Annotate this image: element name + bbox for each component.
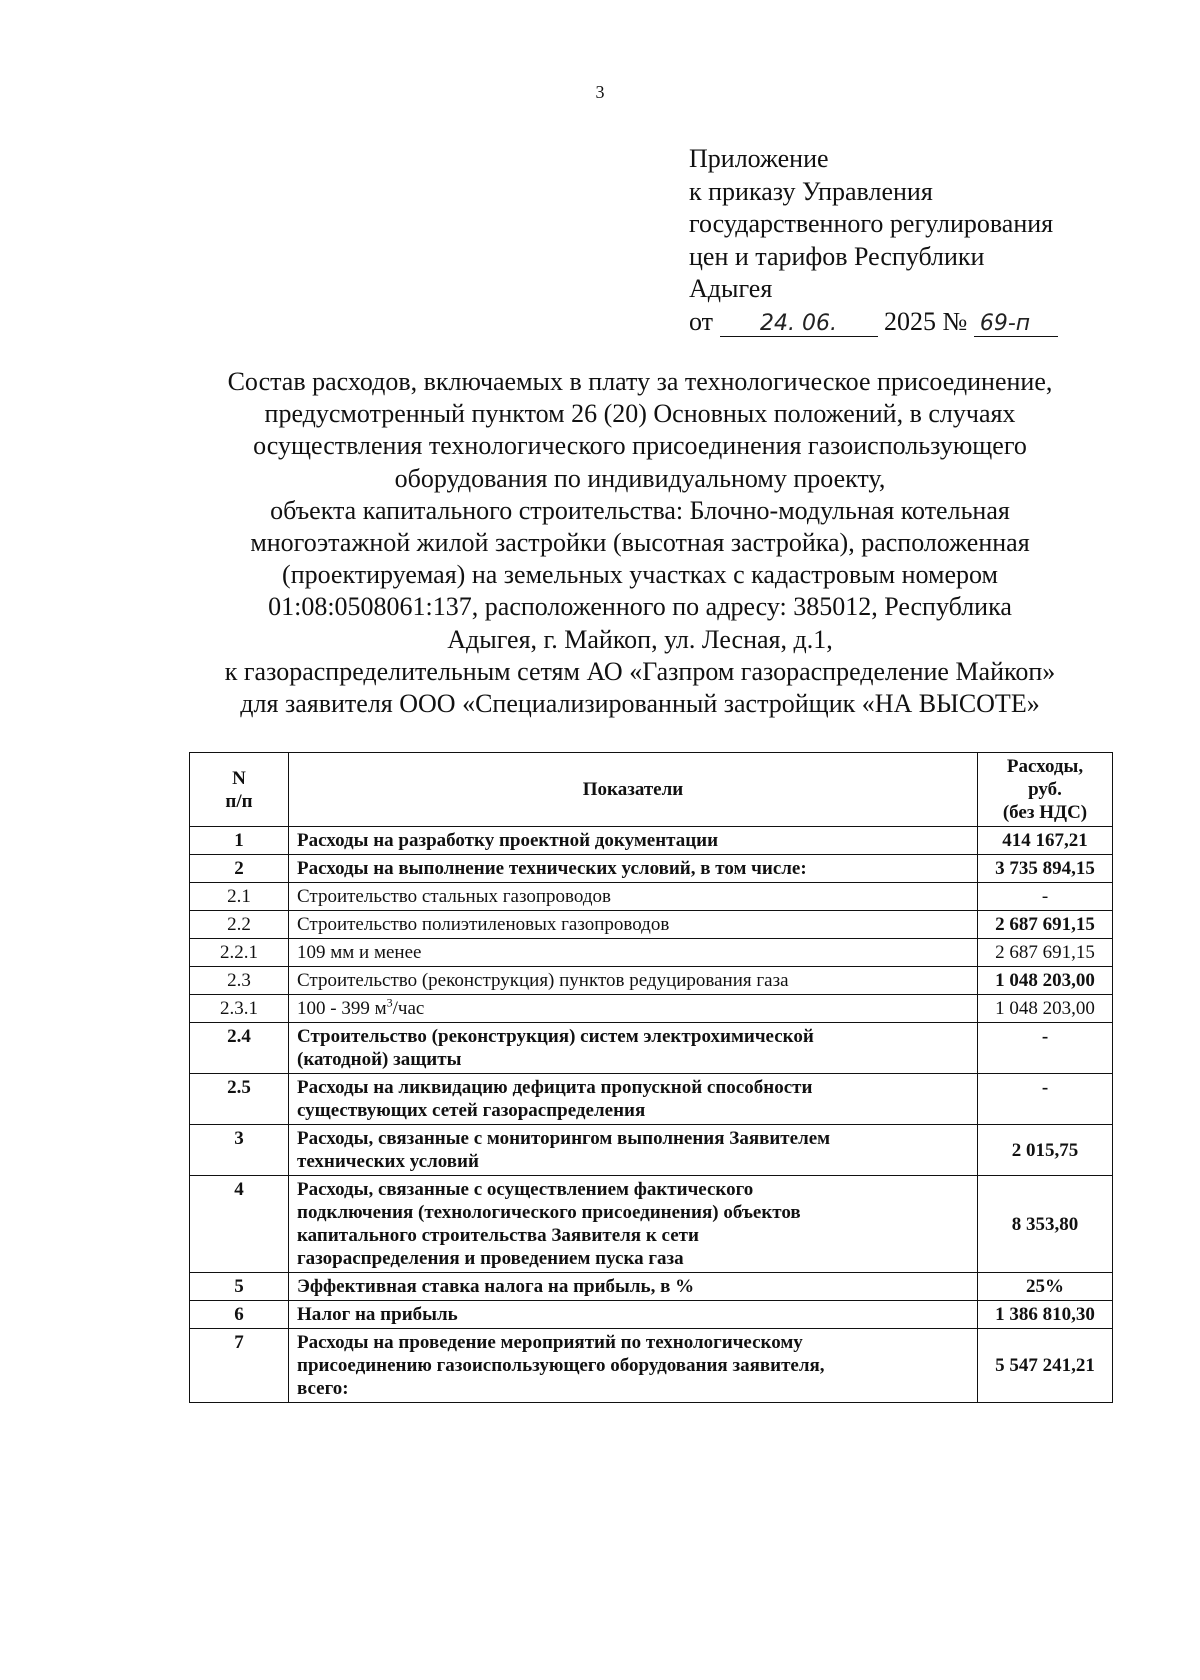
page-number: 3 <box>595 82 605 102</box>
table-row <box>190 855 1113 883</box>
row-indicator: Строительство полиэтиленовых газопроводов <box>289 911 978 939</box>
table-header-row <box>190 753 1113 827</box>
table-row <box>190 1074 1113 1125</box>
row-number: 2.1 <box>190 883 289 911</box>
row-indicator: Строительство стальных газопроводов <box>289 883 978 911</box>
table-row <box>190 827 1113 855</box>
row-number: 3 <box>190 1125 289 1176</box>
row-value: 1 386 810,30 <box>978 1301 1113 1329</box>
table-row <box>190 1125 1113 1176</box>
row-number: 2 <box>190 855 289 883</box>
annex-line: к приказу Управления <box>689 176 933 206</box>
row-indicator: Расходы, связанные с мониторингом выполнения Заявителем технических условий <box>289 1125 978 1176</box>
title-line: для заявителя ООО «Специализированный застройщик «НА ВЫСОТЕ» <box>240 689 1040 719</box>
table-row <box>190 1023 1113 1074</box>
row-value: - <box>978 1023 1113 1074</box>
title-line: (проектируемая) на земельных участках с кадастровым номером <box>282 560 998 590</box>
title-line: осуществления технологического присоединения газоиспользующего <box>253 431 1027 461</box>
annex-line: Приложение <box>689 144 829 173</box>
row-indicator: 100 - 399 $м^3$/час <box>289 995 978 1023</box>
row-number: 4 <box>190 1176 289 1273</box>
table-row <box>190 883 1113 911</box>
table-row <box>190 1329 1113 1403</box>
annex-line: Адыгея <box>689 274 773 303</box>
row-indicator: Эффективная ставка налога на прибыль, в % <box>289 1273 978 1301</box>
row-indicator: Расходы на ликвидацию дефицита пропускной способности существующих сетей газораспределения <box>289 1074 978 1125</box>
year-and-number-label: 2025 № <box>884 306 968 336</box>
table-row <box>190 911 1113 939</box>
row-value: - <box>978 883 1113 911</box>
row-value: 1 048 203,00 <box>978 995 1113 1023</box>
date-prefix: от <box>689 306 714 336</box>
row-number: 2.4 <box>190 1023 289 1074</box>
row-indicator: Расходы на проведение мероприятий по технологическому присоединению газоиспользующего оборудования заявителя, всего: <box>289 1329 978 1403</box>
row-number: 1 <box>190 827 289 855</box>
table-row <box>190 939 1113 967</box>
row-value: 3 735 894,15 <box>978 855 1113 883</box>
row-value: 414 167,21 <box>978 827 1113 855</box>
row-value: 2 687 691,15 <box>978 939 1113 967</box>
row-number: 6 <box>190 1301 289 1329</box>
document-title <box>180 366 1100 720</box>
table-row <box>190 1301 1113 1329</box>
costs-table <box>189 752 1113 1403</box>
annex-line: государственного регулирования <box>689 209 1054 238</box>
title-line: оборудования по индивидуальному проекту, <box>394 463 886 493</box>
row-value: 5 547 241,21 <box>978 1329 1113 1403</box>
header-number: N п/п <box>190 753 289 827</box>
header-indicator: Показатели <box>289 753 978 827</box>
cubic-superscript: 3 <box>386 995 393 1010</box>
row-value: 2 687 691,15 <box>978 911 1113 939</box>
row-indicator: Расходы на разработку проектной документации <box>289 827 978 855</box>
row-value: 1 048 203,00 <box>978 967 1113 995</box>
annex-block <box>689 143 1129 338</box>
row-number: 2.5 <box>190 1074 289 1125</box>
row-indicator: Расходы на выполнение технических условий, в том числе: <box>289 855 978 883</box>
title-line: объекта капитального строительства: Блочно-модульная котельная <box>270 495 1010 525</box>
title-line: предусмотренный пунктом 26 (20) Основных положений, в случаях <box>264 399 1016 429</box>
row-value: 8 353,80 <box>978 1176 1113 1273</box>
row-indicator: Налог на прибыль <box>289 1301 978 1329</box>
row-value: - <box>978 1074 1113 1125</box>
row-value: 2 015,75 <box>978 1125 1113 1176</box>
table-row <box>190 995 1113 1023</box>
row-number: 5 <box>190 1273 289 1301</box>
title-line: 01:08:0508061:137, расположенного по адресу: 385012, Республика <box>268 592 1012 622</box>
table-row <box>190 1273 1113 1301</box>
handwritten-date: 24. 06. <box>720 312 878 337</box>
table-row <box>190 967 1113 995</box>
row-indicator: Строительство (реконструкция) систем электрохимической (катодной) защиты <box>289 1023 978 1074</box>
row-number: 2.2.1 <box>190 939 289 967</box>
row-indicator: 109 мм и менее <box>289 939 978 967</box>
title-line: многоэтажной жилой застройки (высотная застройка), расположенная <box>250 528 1030 558</box>
row-number: 2.2 <box>190 911 289 939</box>
row-number: 2.3 <box>190 967 289 995</box>
row-value: 25% <box>978 1273 1113 1301</box>
row-indicator: Расходы, связанные с осуществлением фактического подключения (технологического присоединения) объектов капитального строительства Заявителя к сети газораспределения и проведением пуска газа <box>289 1176 978 1273</box>
row-indicator: Строительство (реконструкция) пунктов редуцирования газа <box>289 967 978 995</box>
row-number: 2.3.1 <box>190 995 289 1023</box>
title-line: Состав расходов, включаемых в плату за технологическое присоединение, <box>227 367 1053 396</box>
row-number: 7 <box>190 1329 289 1403</box>
annex-line: цен и тарифов Республики <box>689 241 985 271</box>
handwritten-order-number: 69-п <box>974 312 1058 337</box>
annex-date-line <box>689 306 1129 339</box>
table-row <box>190 1176 1113 1273</box>
header-value: Расходы, руб. (без НДС) <box>978 753 1113 827</box>
title-line: к газораспределительным сетям АО «Газпром газораспределение Майкоп» <box>224 656 1056 686</box>
title-line: Адыгея, г. Майкоп, ул. Лесная, д.1, <box>447 624 833 654</box>
